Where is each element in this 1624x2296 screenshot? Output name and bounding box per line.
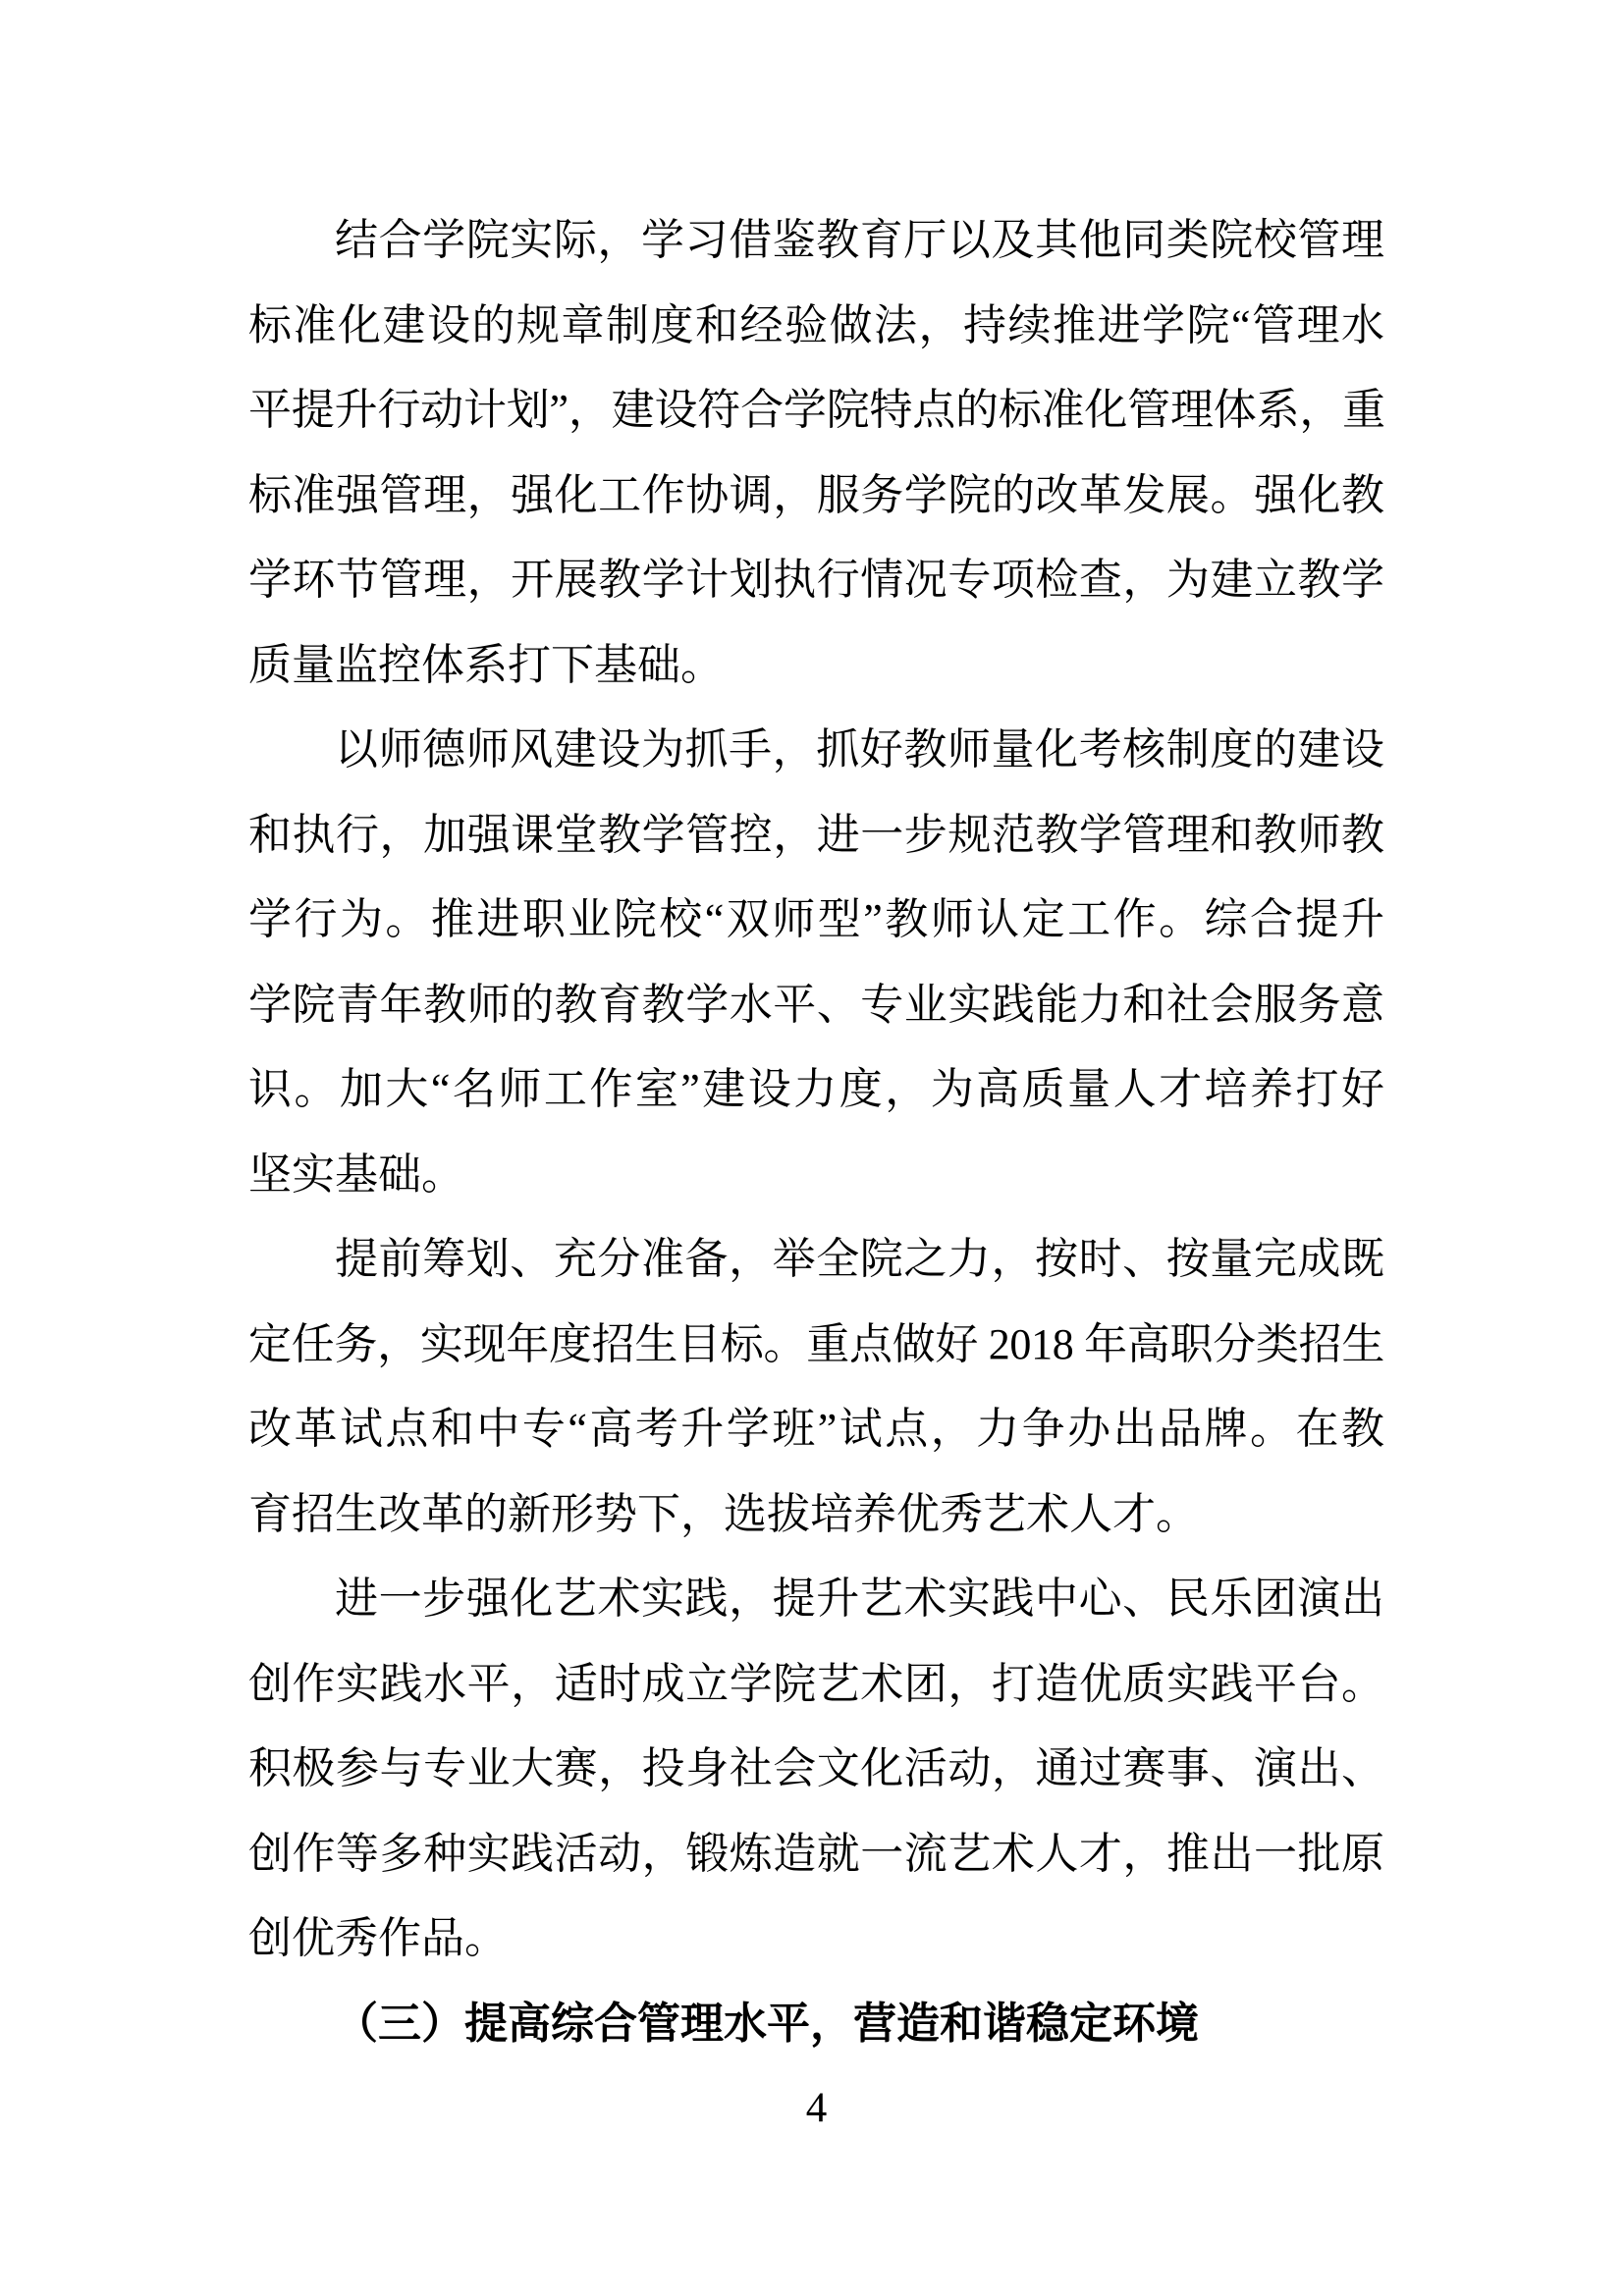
text-line: 标准强管理，强化工作协调，服务学院的改革发展。强化教	[248, 470, 1384, 519]
paragraph	[248, 1557, 1384, 1982]
text-line: 学院青年教师的教育教学水平、专业实践能力和社会服务意	[248, 980, 1384, 1029]
text-line: 和执行，加强课堂教学管控，进一步规范教学管理和教师教	[248, 810, 1384, 859]
text-line: 识。加大“名师工作室”建设力度，为高质量人才培养打好	[248, 1065, 1384, 1113]
text-line: 平提升行动计划”，建设符合学院特点的标准化管理体系，重	[248, 386, 1384, 434]
text-line: 提前筹划、充分准备，举全院之力，按时、按量完成既	[335, 1235, 1384, 1283]
text-line: 标准化建设的规章制度和经验做法，持续推进学院“管理水	[248, 300, 1384, 349]
text-line: 进一步强化艺术实践，提升艺术实践中心、民乐团演出	[335, 1575, 1384, 1623]
text-line: 育招生改革的新形势下，选拔培养优秀艺术人才。	[248, 1489, 1199, 1538]
text-line: 以师德师风建设为抓手，抓好教师量化考核制度的建设	[335, 725, 1384, 774]
text-line: 创优秀作品。	[248, 1914, 508, 1962]
document-body	[248, 198, 1384, 2152]
section-heading: （三）提高综合管理水平，营造和谐稳定环境	[335, 1999, 1199, 2048]
paragraph	[248, 708, 1384, 1217]
text-line: 定任务，实现年度招生目标。重点做好 2018 年高职分类招生	[248, 1319, 1384, 1368]
text-line: 积极参与专业大赛，投身社会文化活动，通过赛事、演出、	[248, 1744, 1384, 1792]
text-line: 质量监控体系打下基础。	[248, 640, 724, 689]
text-line: 学环节管理，开展教学计划执行情况专项检查，为建立教学	[248, 556, 1384, 604]
paragraph	[248, 198, 1384, 708]
paragraph	[248, 1217, 1384, 1557]
text-line: 改革试点和中专“高考升学班”试点，力争办出品牌。在教	[248, 1405, 1384, 1453]
page-number: 4	[805, 2085, 828, 2131]
text-line: 结合学院实际，学习借鉴教育厅以及其他同类院校管理	[335, 216, 1384, 264]
text-line: 创作实践水平，适时成立学院艺术团，打造优质实践平台。	[248, 1659, 1384, 1708]
text-line: 创作等多种实践活动，锻炼造就一流艺术人才，推出一批原	[248, 1829, 1384, 1878]
text-line: 坚实基础。	[248, 1149, 464, 1199]
text-line: 学行为。推进职业院校“双师型”教师认定工作。综合提升	[248, 895, 1384, 943]
